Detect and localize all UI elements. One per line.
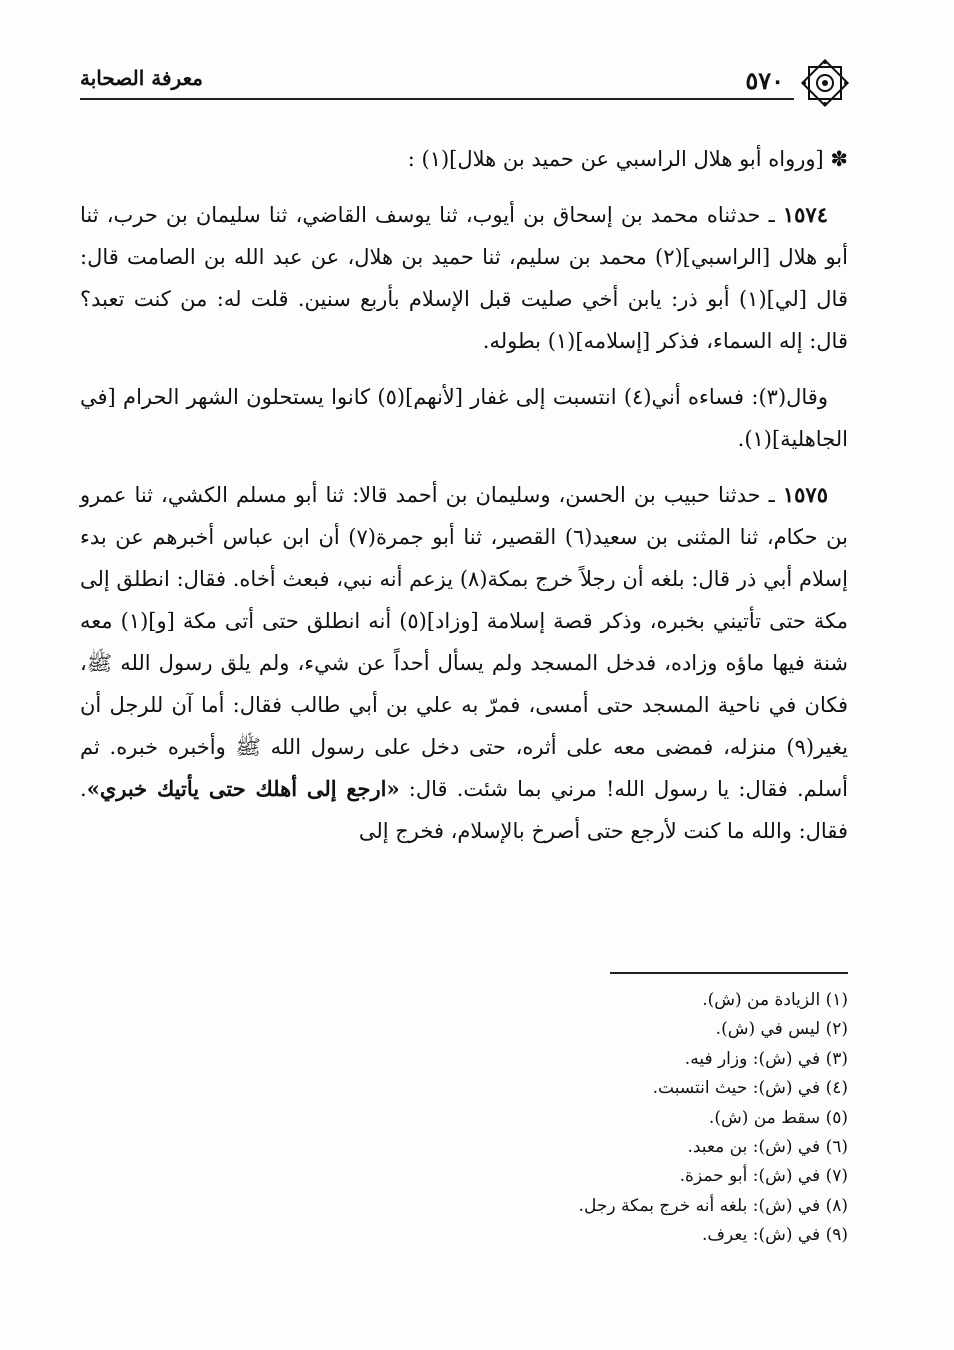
footnote-item: (٢) ليس في (ش). [715,1019,848,1040]
footnote-item: (٥) سقط من (ش). [708,1107,848,1128]
footnote-item: (٩) في (ش): يعرف. [701,1225,848,1246]
octagram-ornament-icon [800,58,850,108]
paragraph-hadith-1574 [80,194,848,362]
header-rule [80,98,794,100]
paragraph-narration-note: ✽ [ورواه أبو هلال الراسبي عن حميد بن هلال](١) : [407,147,848,171]
paragraph-hadith-1575 [80,474,848,852]
running-title: معرفة الصحابة [80,66,203,90]
hadith-text: ـ حدثناه محمد بن إسحاق بن أيوب، ثنا يوسف القاضي، ثنا سليمان بن حرب، ثنا أبو هلال [الراسبي](٢) محمد بن سليم، ثنا حميد بن هلال، عن عبد الله بن الصامت قال: قال [لي](١) أبو ذر: يابن أخي صليت قبل الإسلام بأربع سنين. قلت له: من كنت تعبد؟ قال: إله السماء، فذكر [إسلامه](١) بطوله. [80,203,848,353]
footnotes [428,986,848,1251]
page-number: ٥٧٠ [745,66,784,95]
hadith-number: ١٥٧٤ [782,202,828,227]
page-header [80,58,850,106]
hadith-number: ١٥٧٥ [782,482,828,507]
hadith-text: ـ حدثنا حبيب بن الحسن، وسليمان بن أحمد قالا: ثنا أبو مسلم الكشي، ثنا عمرو بن حكام، ثنا المثنى بن سعيد(٦) القصير، ثنا أبو جمرة(٧) أن ابن عباس أخبرهم عن بدء إسلام أبي ذر قال: بلغه أن رجلاً خرج بمكة(٨) يزعم أنه نبي، فبعث أخاه. فقال: انطلق إلى مكة حتى تأتيني بخبره، وذكر قصة إسلامة [وزاد](٥) أنه انطلق حتى أتى مكة [و](١) معه شنة فيها ماؤه وزاده، فدخل المسجد ولم يسأل أحداً عن شيء، ولم يلق رسول الله ﷺ، فكان في ناحية المسجد حتى أمسى، فمرّ به علي بن أبي طالب فقال: أما آن للرجل أن يغير(٩) منزله، فمضى معه على أثره، حتى دخل على رسول الله ﷺ وأخبره خبره. ثم أسلم. فقال: يا رسول الله! مرني بما شئت. قال: [80,483,848,801]
footnote-item: (٧) في (ش): أبو حمزة. [679,1166,848,1187]
paragraph-continuation: وقال(٣): فساءه أني(٤) انتسبت إلى غفار [لأنهم](٥) كانوا يستحلون الشهر الحرام [في الجاهلية](١). [80,385,848,451]
footnote-item: (٦) في (ش): بن معبد. [687,1137,848,1158]
prophetic-quote: «ارجع إلى أهلك حتى يأتيك خبري» [86,776,400,801]
footnote-item: (١) الزيادة من (ش). [702,990,848,1010]
footnote-separator [610,972,848,974]
main-text [80,138,848,866]
footnote-item: (٨) في (ش): بلغه أنه خرج بمكة رجل. [578,1195,848,1216]
footnote-item: (٤) في (ش): حيث انتسبت. [652,1078,848,1099]
footnote-item: (٣) في (ش): وزار فيه. [684,1048,848,1069]
hadith-text-end: . فقال: والله ما كنت لأرجع حتى أصرخ بالإسلام، فخرج إلى [80,777,848,843]
